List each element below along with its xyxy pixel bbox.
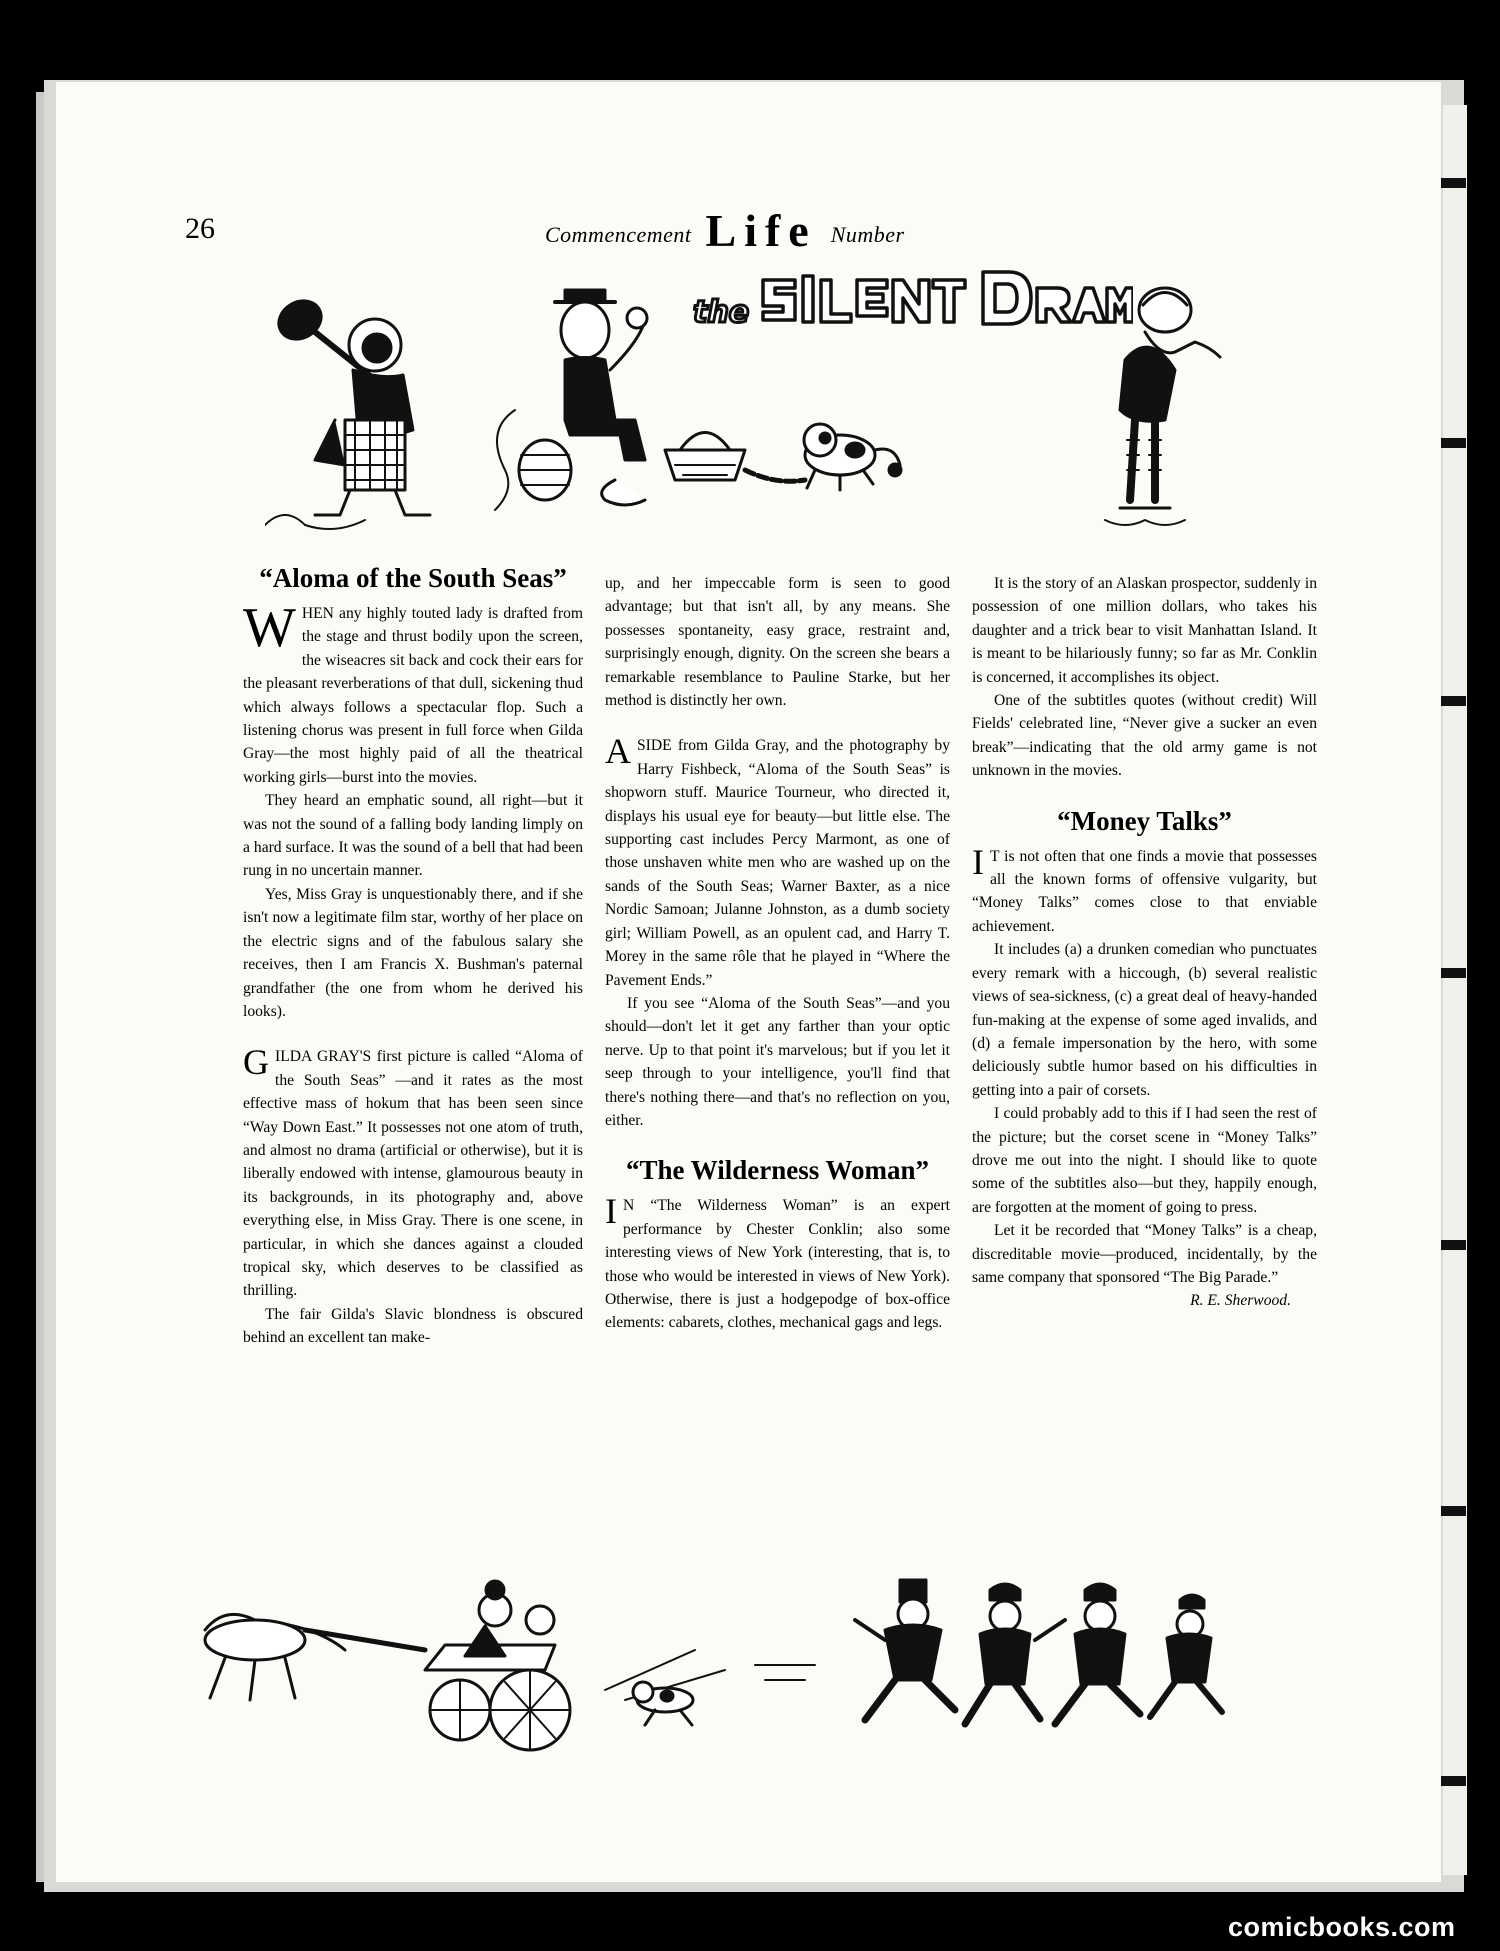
bathing-girl-figure <box>1105 288 1220 525</box>
dropcap-g: G <box>243 1042 269 1083</box>
dropcap-w: W <box>243 597 296 659</box>
running-head <box>545 204 905 257</box>
bowler-hat-man-figure <box>495 290 647 510</box>
binding-spine <box>1443 105 1467 1875</box>
aloma-paragraph-8: If you see “Aloma of the South Seas”—and you should—don't let it get any farther than your optic nerve. Up to that point it's marvelous; but if you let it seep through to your intelligence, you'll find that there's nothing there—and that's no reflection on you, either. <box>605 994 950 1129</box>
basket-and-chain <box>665 433 805 482</box>
money-paragraph-1: T is not often that one finds a movie that possesses all the known forms of offensive vulgarity, but “Money Talks” comes close to that enviable achievement. <box>972 847 1317 935</box>
money-paragraph-3: I could probably add to this if I had seen the rest of the picture; but the corset scene in “Money Talks” drove me out into the night. I should like to quote some of the subtitles also—but they, happily enough, are forgotten at the moment of going to press. <box>972 1105 1317 1216</box>
article-column-2 <box>605 572 950 1335</box>
magazine-logo: Life <box>705 205 817 256</box>
watermark-text: comicbooks.com <box>1228 1912 1456 1942</box>
review-title-aloma: “Aloma of the South Seas” <box>259 563 567 593</box>
dropcap-i: I <box>605 1191 617 1232</box>
money-paragraph-2: It includes (a) a drunken comedian who punctuates every remark with a hiccough, (b) several realistic views of sea-sickness, (c) a great deal of heavy-handed fun-making at the expense of some aged invalids, and (d) a female impersonation by the hero, with some deliciously subtle humor based on his difficulties in getting into a pair of corsets. <box>972 941 1317 1099</box>
wilderness-paragraph-2: It is the story of an Alaskan prospector, suddenly in possession of one million dollars, who takes his daughter and a trick bear to visit Manhattan Island. It is meant to be hilariously funny; so far as Mr. Conklin is concerned, it accomplishes its object. <box>972 575 1317 686</box>
article-column-1 <box>243 562 583 1350</box>
aloma-paragraph-6: up, and her impeccable form is seen to good advantage; but that isn't all, by any means. She possesses spontaneity, easy grace, restraint and, surprisingly enough, dignity. On the screen she bears a remarkable resemblance to Pauline Starke, but her method is distinctly her own. <box>605 575 950 710</box>
dropcap-i-2: I <box>972 841 984 882</box>
page-header <box>0 132 1240 256</box>
aloma-paragraph-7: SIDE from Gilda Gray, and the photography by Harry Fishbeck, “Aloma of the South Seas” is shopworn stuff. Maurice Tourneur, who directed it, displays his usual eye for beauty—but little else. The supporting cast includes Percy Marmont, as one of those unshaven white men who are washed up on the sands of the South Seas; Warner Baxter, as a nice Nordic Samoan; Julanne Johnston, as a dumb society girl; William Powell, as an opulent cad, and Harry T. Morey in the same rôle that he played in “Where the Pavement Ends.” <box>605 737 950 989</box>
aloma-paragraph-5: The fair Gilda's Slavic blondness is obscured behind an excellent tan make- <box>243 1305 583 1347</box>
running-head-right: Number <box>830 222 905 247</box>
hammer-man-figure <box>265 293 430 529</box>
review-title-wilderness: “The Wilderness Woman” <box>625 1155 930 1186</box>
aloma-paragraph-2: They heard an emphatic sound, all right—but it was not the sound of a falling body landing limply on a hard surface. It was the sound of a bell that had been rung in no uncertain manner. <box>243 792 583 880</box>
aloma-paragraph-4: ILDA GRAY'S first picture is called “Aloma of the South Seas” —and it rates as the most effective mass of hokum that has been seen since “Way Down East.” It possesses not one atom of truth, and almost no drama (artificial or otherwise), but it is liberally endowed with intense, glamourous beauty in its backgrounds, in its photography and, above everything else, in Miss Gray. There is one scene, in particular, in which she dances against a clouded tropical sky, which deserves to be classified as thrilling. <box>243 1048 583 1300</box>
wilderness-paragraph-3: One of the subtitles quotes (without credit) Will Fields' celebrated line, “Never give a sucker an even break”—indicating that the old army game is not unknown in the movies. <box>972 692 1317 780</box>
running-policemen <box>855 1580 1222 1724</box>
author-signature: R. E. Sherwood. <box>1190 1292 1291 1310</box>
review-title-money: “Money Talks” <box>1057 805 1232 836</box>
section-title-prefix: the <box>693 295 750 330</box>
money-paragraph-4: Let it be recorded that “Money Talks” is a cheap, discreditable movie—produced, incidentally, by the same company that sponsored “The Big Parade.” <box>972 1222 1317 1286</box>
top-cartoon-illustration <box>265 270 1305 560</box>
aloma-paragraph-3: Yes, Miss Gray is unquestionably there, and if she isn't now a legitimate film star, worthy of her place on the electric signs and of the fabulous salary she receives, then I am Francis X. Bushman's paternal grandfather (the one from whom he derived his looks). <box>243 885 583 1020</box>
article-column-3 <box>972 572 1317 1313</box>
dropcap-a: A <box>605 731 631 772</box>
page-number: 26 <box>185 212 215 245</box>
wilderness-paragraph-1: N “The Wilderness Woman” is an expert performance by Chester Conklin; also some interesting views of New York (interesting, that is, to those who would be interested in views of New York). Otherwise, there is just a hodgepodge of box-office elements: cabarets, clothes, mechanical gags and legs. <box>605 1197 950 1332</box>
bottom-cartoon-illustration <box>195 1570 1305 1775</box>
horse-and-carriage <box>205 1581 570 1750</box>
running-head-left: Commencement <box>545 222 692 247</box>
aloma-paragraph-1: HEN any highly touted lady is drafted from the stage and thrust bodily upon the screen, the wiseacres sit back and cock their ears for the pleasant reverberations of that dull, sickening thud which always follows a spectacular flop. Such a listening chorus was present in full force when Gilda Gray—the most highly paid of all the theatrical working girls—burst into the movies. <box>243 605 583 786</box>
dog-figure <box>804 424 901 490</box>
running-dog <box>633 1682 693 1725</box>
